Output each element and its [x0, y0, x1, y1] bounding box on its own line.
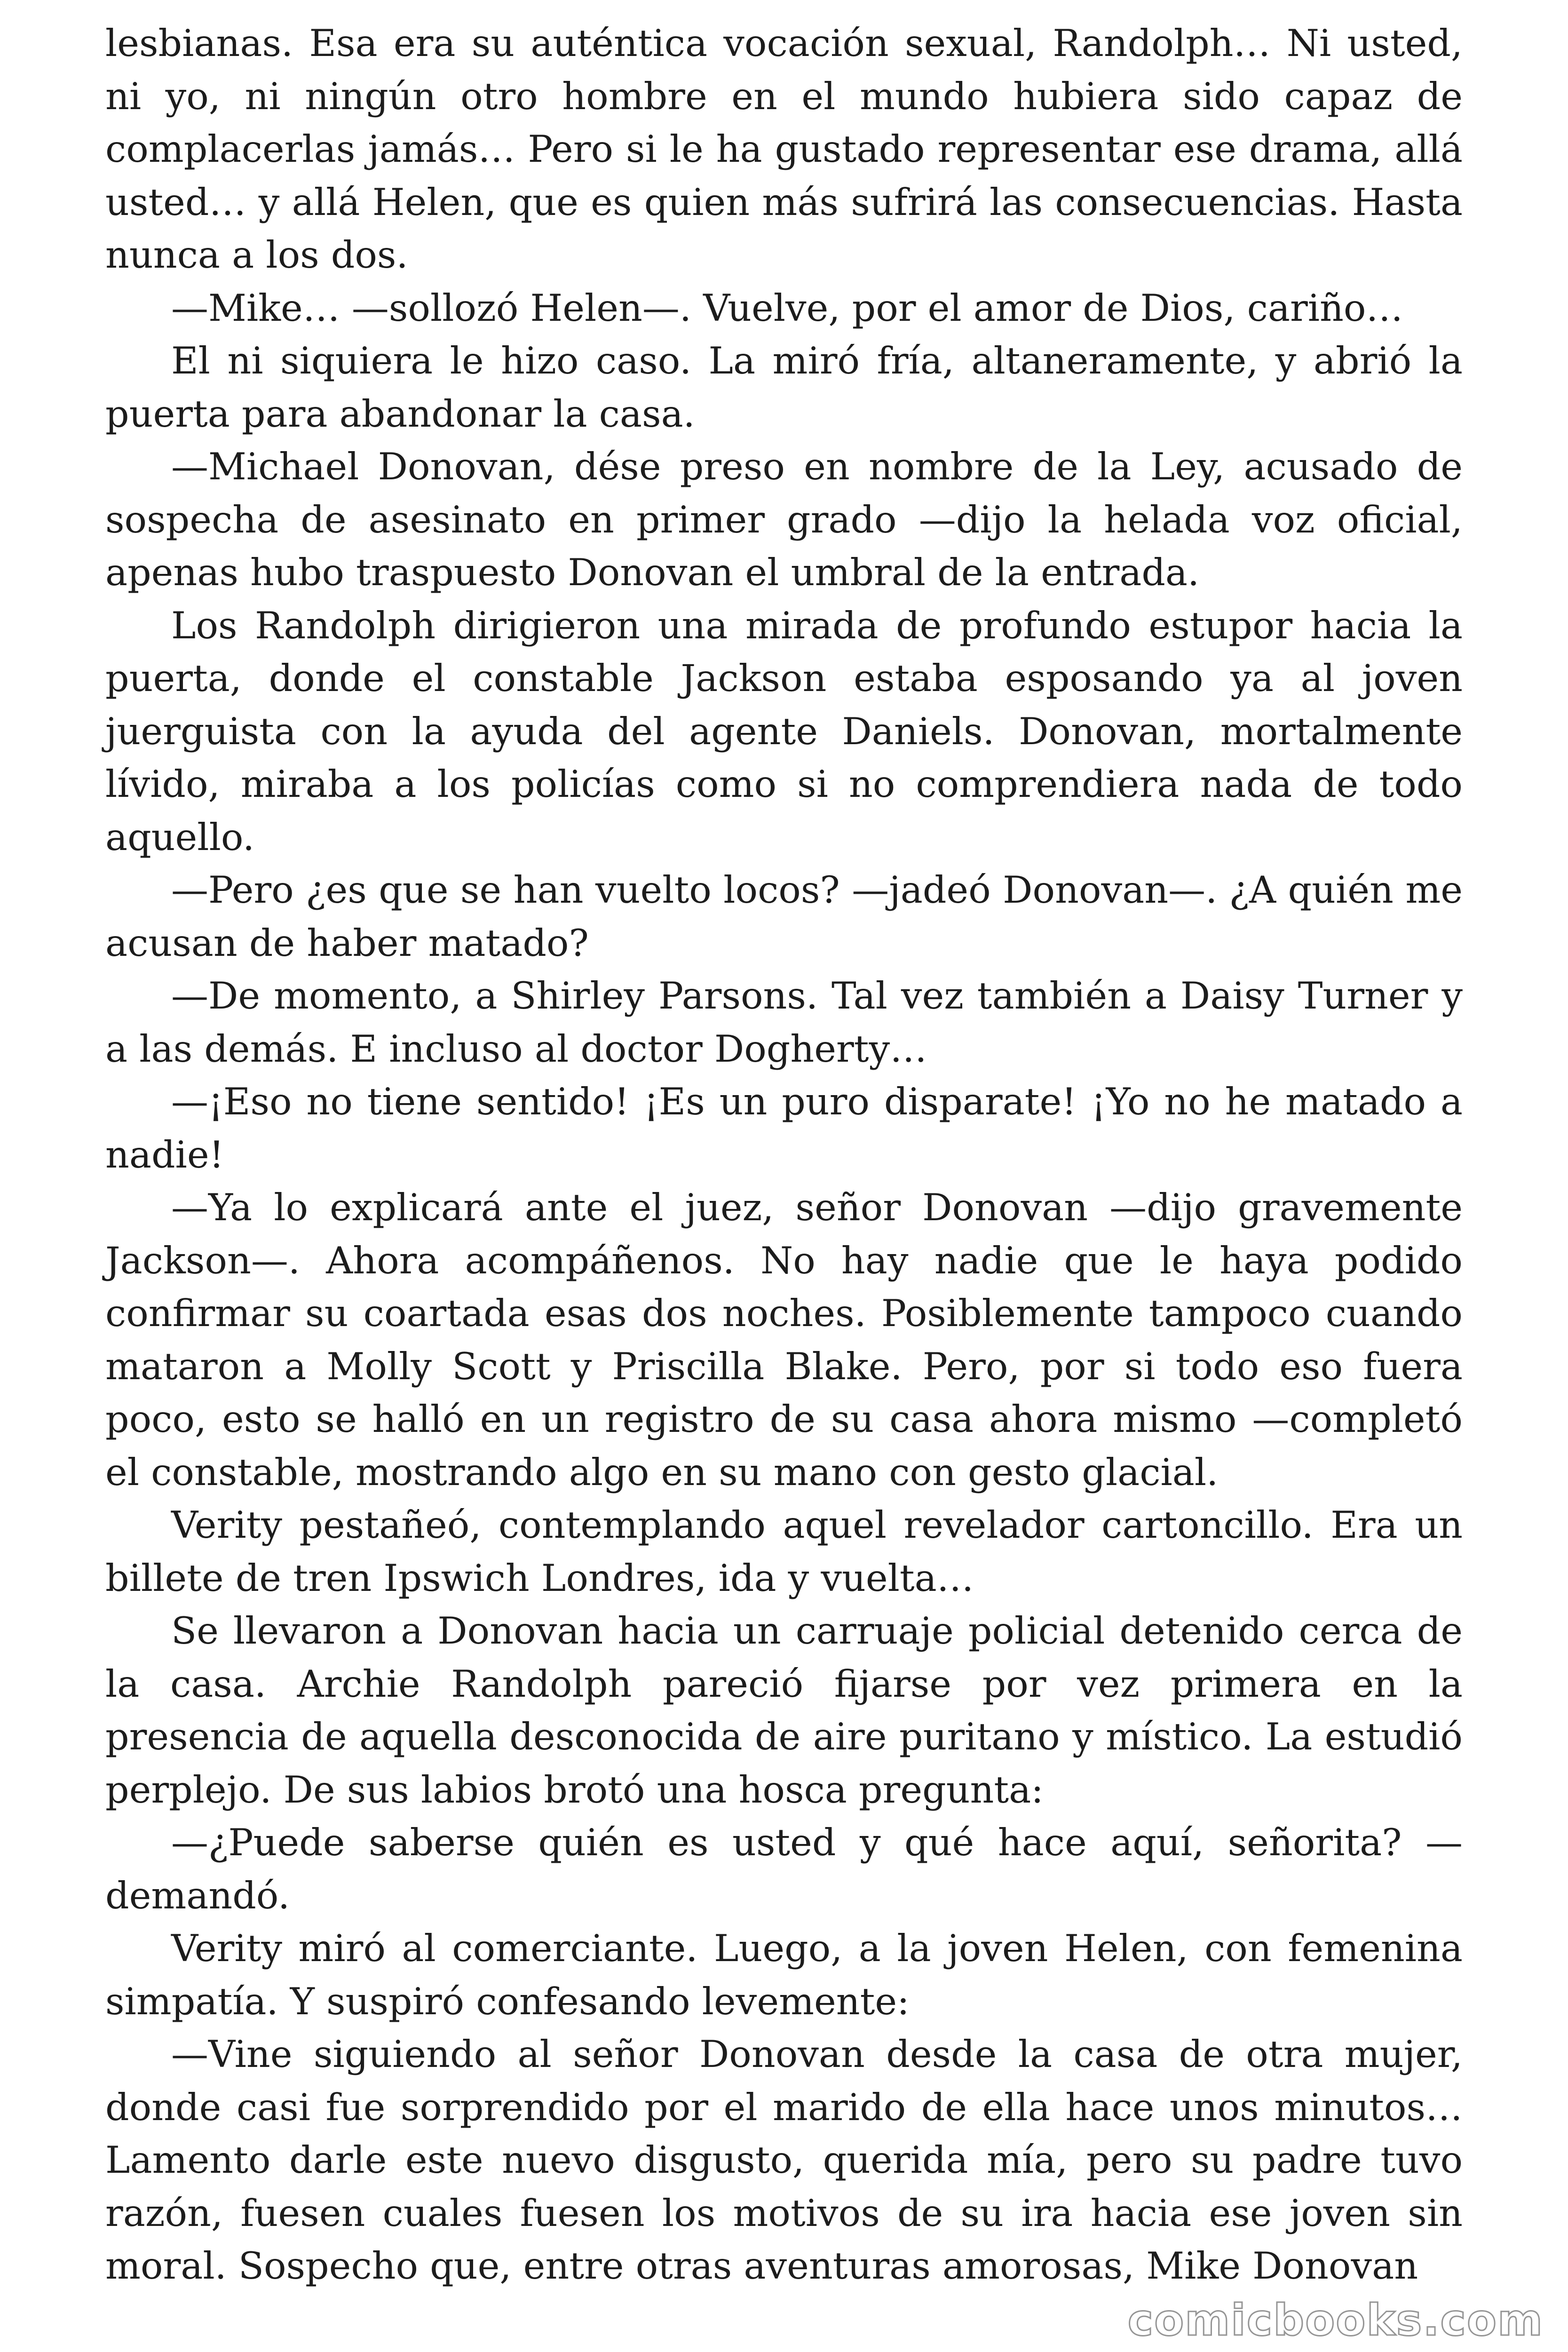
paragraph-6: —Pero ¿es que se han vuelto locos? —jadeó Donovan—. ¿A quién me acusan de haber matado?	[105, 868, 1463, 965]
document-body	[105, 17, 1463, 2293]
paragraph-4: —Michael Donovan, dése preso en nombre de la Ley, acusado de sospecha de asesinato en primer grado —dijo la helada voz oficial, apenas hubo traspuesto Donovan el umbral de la entrada.	[105, 445, 1463, 594]
paragraph-7: —De momento, a Shirley Parsons. Tal vez también a Daisy Turner y a las demás. E incluso al doctor Dogherty…	[105, 974, 1463, 1071]
paragraph-8: —¡Eso no tiene sentido! ¡Es un puro disparate! ¡Yo no he matado a nadie!	[105, 1080, 1463, 1176]
paragraph-11: Se llevaron a Donovan hacia un carruaje policial detenido cerca de la casa. Archie Randolph pareció fijarse por vez primera en la presencia de aquella desconocida de aire puritano y místico. La estudió perplejo. De sus labios brotó una hosca pregunta:	[105, 1609, 1463, 1812]
paragraph-1: lesbianas. Esa era su auténtica vocación sexual, Randolph… Ni usted, ni yo, ni ningún otro hombre en el mundo hubiera sido capaz de complacerlas jamás… Pero si le ha gustado representar ese drama, allá usted… y allá Helen, que es quien más sufrirá las consecuencias. Hasta nunca a los dos.	[105, 22, 1463, 277]
paragraph-2: —Mike… —sollozó Helen—. Vuelve, por el amor de Dios, cariño…	[171, 286, 1403, 330]
paragraph-3: El ni siquiera le hizo caso. La miró fría, altaneramente, y abrió la puerta para abandonar la casa.	[105, 339, 1463, 436]
paragraph-5: Los Randolph dirigieron una mirada de profundo estupor hacia la puerta, donde el constable Jackson estaba esposando ya al joven juerguista con la ayuda del agente Daniels. Donovan, mortalmente lívido, miraba a los policías como si no comprendiera nada de todo aquello.	[105, 604, 1463, 859]
paragraph-14: —Vine siguiendo al señor Donovan desde la casa de otra mujer, donde casi fue sorprendido por el marido de ella hace unos minutos… Lamento darle este nuevo disgusto, querida mía, pero su padre tuvo razón, fuesen cuales fuesen los motivos de su ira hacia ese joven sin moral. Sospecho que, entre otras aventuras amorosas, Mike Donovan	[105, 2033, 1463, 2288]
paragraph-10: Verity pestañeó, contemplando aquel revelador cartoncillo. Era un billete de tren Ipswich Londres, ida y vuelta…	[105, 1503, 1463, 1600]
paragraph-9: —Ya lo explicará ante el juez, señor Donovan —dijo gravemente Jackson—. Ahora acompáñenos. No hay nadie que le haya podido confirmar su coartada esas dos noches. Posiblemente tampoco cuando mataron a Molly Scott y Priscilla Blake. Pero, por si todo eso fuera poco, esto se halló en un registro de su casa ahora mismo —completó el constable, mostrando algo en su mano con gesto glacial.	[105, 1186, 1463, 1494]
paragraph-12: —¿Puede saberse quién es usted y qué hace aquí, señorita? —demandó.	[105, 1821, 1463, 1917]
watermark: comicbooks.com	[1127, 2295, 1544, 2345]
paragraph-13: Verity miró al comerciante. Luego, a la joven Helen, con femenina simpatía. Y suspiró confesando levemente:	[105, 1927, 1463, 2023]
